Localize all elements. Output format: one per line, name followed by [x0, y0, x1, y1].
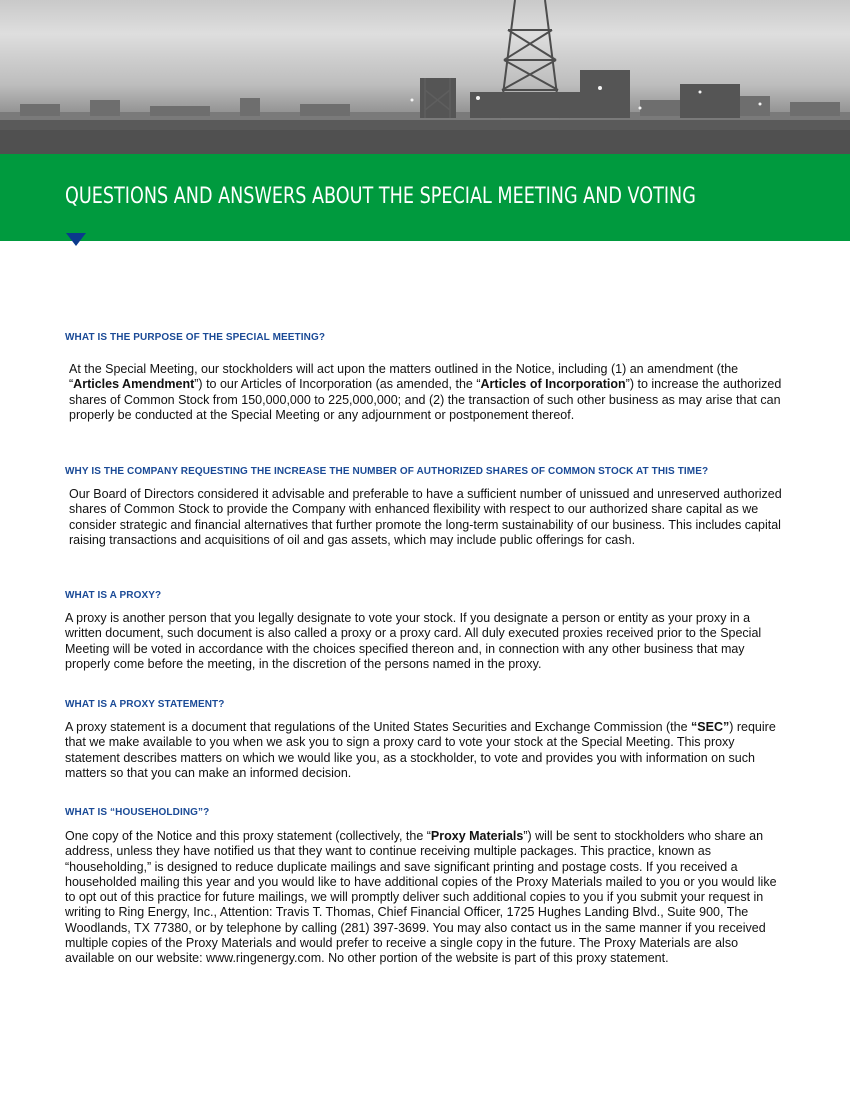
- qa-section-householding: [65, 807, 785, 967]
- oil-rig-skyline-image: [0, 0, 850, 154]
- qa-section-proxy: [65, 590, 785, 672]
- answer-text: One copy of the Notice and this proxy statement (collectively, the “Proxy Materials”) will be sent to stockholders who share an address, unless they have notified us that they want to continue receiving multiple packages. This practice, known as “householding,” is designed to reduce duplicate mailings and save significant printing and postage costs. If you received a householded mailing this year and you would like to have additional copies of the Proxy Materials mailed to you or you would like to opt out of this practice for future mailings, we will promptly deliver such additional copies to you if you submit your request in writing to Ring Energy, Inc., Attention: Travis T. Thomas, Chief Financial Officer, 1725 Hughes Landing Blvd., Suite 900, The Woodlands, TX 77380, or by telephone by calling (281) 397-3699. You may also contact us in the same manner if you received multiple copies of the Proxy Materials and would prefer to receive a single copy in the future. The Proxy Materials are also available on our website: www.ringenergy.com. No other portion of the website is part of this proxy statement.: [65, 829, 777, 966]
- question-heading: WHAT IS THE PURPOSE OF THE SPECIAL MEETING?: [65, 332, 326, 343]
- answer-text: A proxy statement is a document that regulations of the United States Securities and Exchange Commission (the “SEC”) require that we make available to you when we ask you to sign a proxy card to vote your stock at the Special Meeting. This proxy statement describes matters on which we would like you, as a stockholder, to vote and provides you with information on such matters so that you can make an informed decision.: [65, 720, 776, 780]
- triangle-marker-icon: [66, 233, 86, 246]
- answer-text: At the Special Meeting, our stockholders will act upon the matters outlined in the Notice, including (1) an amendment (the “Articles Amendment”) to our Articles of Incorporation (as amended, the “Articles of Incorporation”) to increase the authorized shares of Common Stock from 150,000,000 to 225,000,000; and (2) the transaction of such other business as may arise that can properly be conducted at the Special Meeting or any adjournment or postponement thereof.: [69, 362, 782, 422]
- question-heading: WHY IS THE COMPANY REQUESTING THE INCREASE THE NUMBER OF AUTHORIZED SHARES OF COMMON STOCK AT THIS TIME?: [65, 466, 709, 477]
- qa-section-purpose: [65, 332, 785, 423]
- qa-section-increase-reason: [65, 466, 785, 548]
- answer-text: A proxy is another person that you legally designate to vote your stock. If you designate a person or entity as your proxy in a written document, such document is also called a proxy or a proxy card. All duly executed proxies received prior to the Special Meeting will be voted in accordance with the choices specified thereon and, in connection with any other business that may properly come before the meeting, in the discretion of the persons named in the proxy.: [65, 611, 762, 671]
- page-title: QUESTIONS AND ANSWERS ABOUT THE SPECIAL MEETING AND VOTING: [65, 184, 696, 209]
- qa-section-proxy-statement: [65, 699, 785, 781]
- question-heading: WHAT IS “HOUSEHOLDING”?: [65, 807, 210, 818]
- header-photo: [0, 0, 850, 154]
- answer-text: Our Board of Directors considered it advisable and preferable to have a sufficient number of unissued and unreserved authorized shares of Common Stock to provide the Company with enhanced flexibility with respect to our authorized share capital as we consider strategic and financial alternatives that further promote the long-term sustainability of our business. This includes capital raising transactions and acquisitions of oil and gas assets, which may include public offerings for cash.: [69, 487, 782, 547]
- question-heading: WHAT IS A PROXY?: [65, 590, 162, 601]
- question-heading: WHAT IS A PROXY STATEMENT?: [65, 699, 225, 710]
